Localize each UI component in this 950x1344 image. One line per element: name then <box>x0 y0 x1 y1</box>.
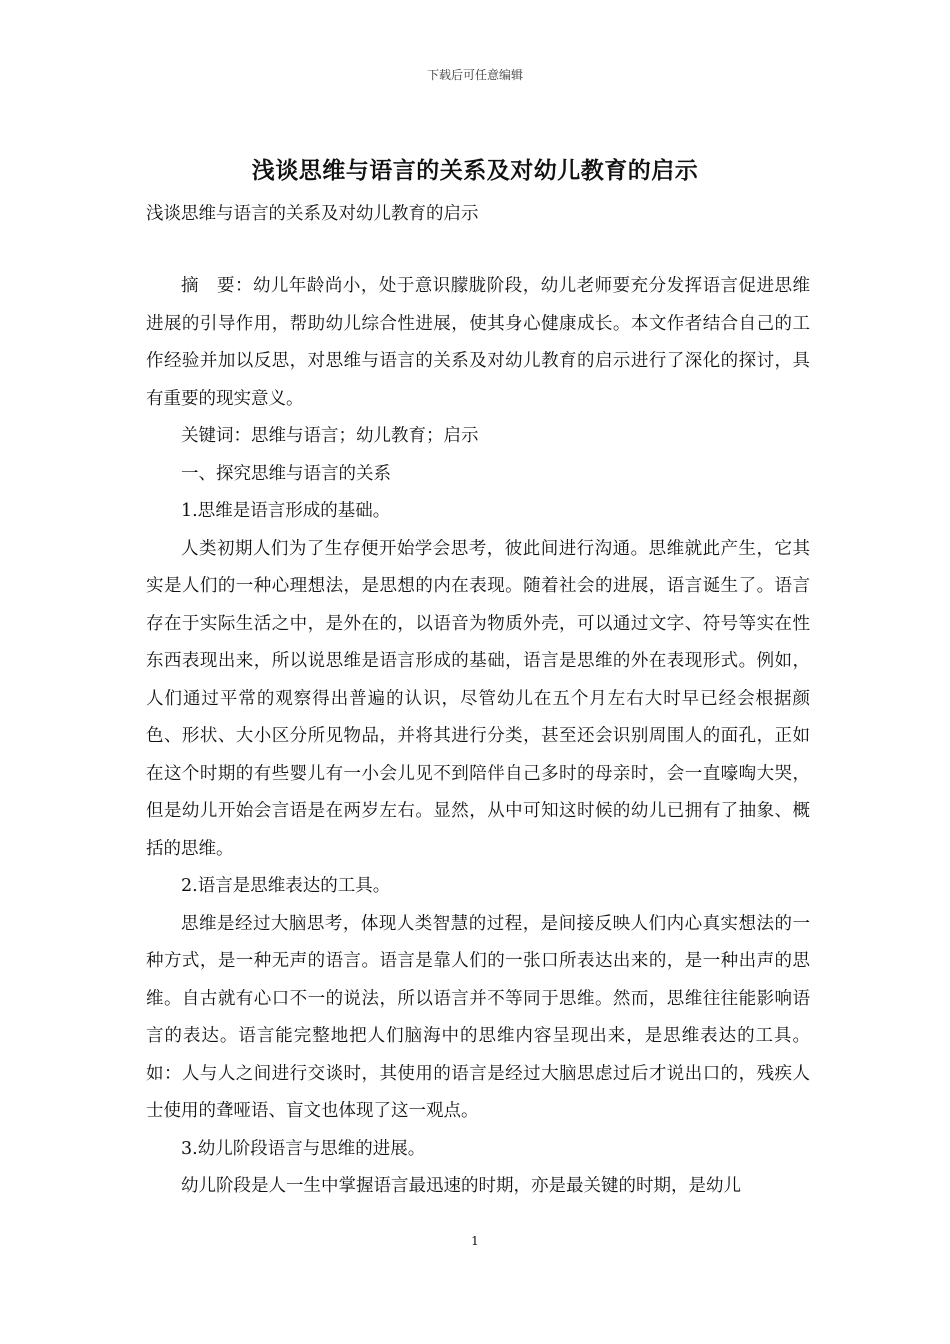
document-subtitle: 浅谈思维与语言的关系及对幼儿教育的启示 <box>146 204 479 224</box>
header-note: 下载后可任意编辑 <box>426 68 523 82</box>
body-paragraph: 幼儿阶段是人一生中掌握语言最迅速的时期，亦是最关键的时期，是幼儿 <box>181 1176 741 1196</box>
page-number: 1 <box>471 1234 479 1248</box>
document-title: 浅谈思维与语言的关系及对幼儿教育的启示 <box>251 157 699 184</box>
section-heading-1: 一、探究思维与语言的关系 <box>181 463 391 484</box>
document-body <box>146 268 810 1206</box>
keywords-paragraph: 关键词：思维与语言；幼儿教育；启示 <box>181 426 479 446</box>
subsection-heading-1: 1.思维是语言形成的基础。 <box>181 501 391 521</box>
abstract-paragraph: 摘 要：幼儿年龄尚小，处于意识朦胧阶段，幼儿老师要充分发挥语言促进思维进展的引导作用，帮助幼儿综合性进展，使其身心健康成长。本文作者结合自己的工作经验并加以反思，对思维与语言的关系及对幼儿教育的启示进行了深化的探讨，具有重要的现实意义。 <box>146 276 810 409</box>
body-paragraph: 思维是经过大脑思考，体现人类智慧的过程，是间接反映人们内心真实想法的一种方式，是一种无声的语言。语言是靠人们的一张口所表达出来的，是一种出声的思维。自古就有心口不一的说法，所以语言并不等同于思维。然而，思维往往能影响语言的表达。语言能完整地把人们脑海中的思维内容呈现出来，是思维表达的工具。如：人与人之间进行交谈时，其使用的语言是经过大脑思虑过后才说出口的，残疾人士使用的聋哑语、盲文也体现了这一观点。 <box>146 913 810 1121</box>
subsection-heading-3: 3.幼儿阶段语言与思维的进展。 <box>181 1138 426 1159</box>
body-paragraph: 人类初期人们为了生存便开始学会思考，彼此间进行沟通。思维就此产生，它其实是人们的一种心理想法，是思想的内在表现。随着社会的进展，语言诞生了。语言存在于实际生活之中，是外在的，以语音为物质外壳，可以通过文字、符号等实在性东西表现出来，所以说思维是语言形成的基础，语言是思维的外在表现形式。例如，人们通过平常的观察得出普遍的认识，尽管幼儿在五个月左右大时早已经会根据颜色、形状、大小区分所见物品，并将其进行分类，甚至还会识别周围人的面孔，正如在这个时期的有些婴儿有一小会儿见不到陪伴自己多时的母亲时，会一直嚎啕大哭，但是幼儿开始会言语是在两岁左右。显然，从中可知这时候的幼儿已拥有了抽象、概括的思维。 <box>146 538 810 859</box>
subsection-heading-2: 2.语言是思维表达的工具。 <box>181 876 391 896</box>
